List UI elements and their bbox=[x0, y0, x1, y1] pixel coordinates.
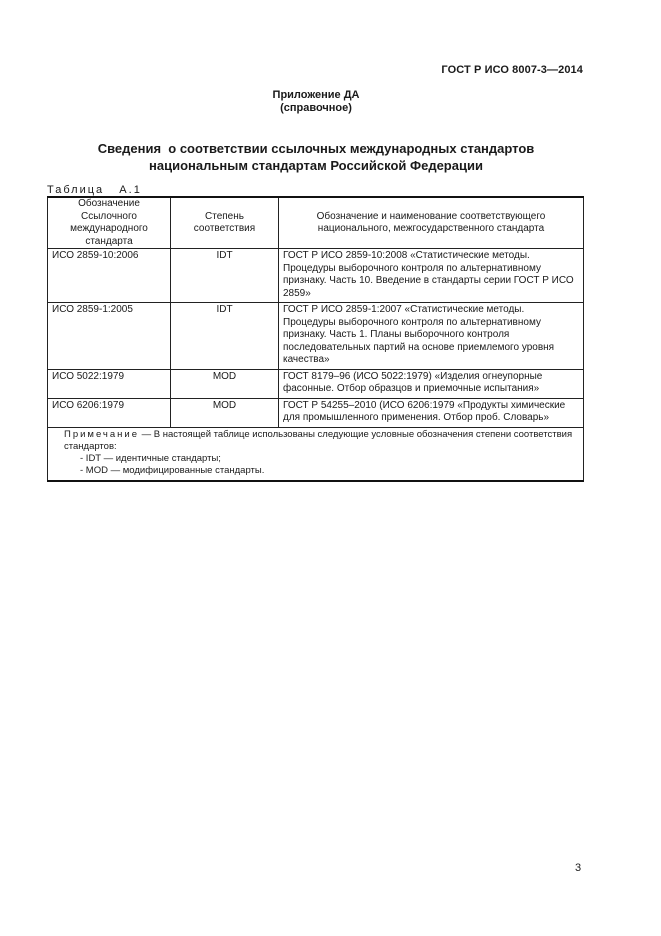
cell-national: ГОСТ Р ИСО 2859-1:2007 «Статистические методы. Процедуры выборочного контроля по альтернативному признаку. Часть 1. Планы выборочного контроля последовательных партий на основе приемлемого уровня качества» bbox=[279, 303, 584, 370]
cell-national: ГОСТ 8179–96 (ИСО 5022:1979) «Изделия огнеупорные фасонные. Отбор образцов и приемочные испытания» bbox=[279, 369, 584, 398]
cell-degree: IDT bbox=[171, 303, 279, 370]
appendix-heading bbox=[0, 89, 632, 115]
correspondence-table bbox=[47, 196, 584, 482]
document-code: ГОСТ Р ИСО 8007-3—2014 bbox=[441, 64, 583, 76]
note-label: Примечание bbox=[64, 428, 139, 440]
note-item-idt: - IDT — идентичные стандарты; bbox=[80, 452, 221, 464]
cell-degree: IDT bbox=[171, 249, 279, 303]
table-header-row bbox=[48, 197, 584, 249]
cell-intl: ИСО 2859-1:2005 bbox=[48, 303, 171, 370]
table-note-row bbox=[48, 427, 584, 481]
cell-degree: MOD bbox=[171, 369, 279, 398]
header-intl-standard: Обозначение Ссылочного международного стандарта bbox=[48, 197, 171, 249]
section-title-line-2: национальным стандартам Российской Федерации bbox=[149, 158, 483, 173]
table-row bbox=[48, 249, 584, 303]
cell-national: ГОСТ Р 54255–2010 (ИСО 6206:1979 «Продукты химические для промышленного применения. Отбор проб. Словарь» bbox=[279, 398, 584, 427]
page-number: 3 bbox=[575, 862, 582, 874]
appendix-title: Приложение ДА bbox=[272, 89, 360, 101]
cell-intl: ИСО 5022:1979 bbox=[48, 369, 171, 398]
cell-degree: MOD bbox=[171, 398, 279, 427]
table-row bbox=[48, 303, 584, 370]
section-title bbox=[0, 140, 632, 174]
table-row bbox=[48, 369, 584, 398]
cell-national: ГОСТ Р ИСО 2859-10:2008 «Статистические методы. Процедуры выборочного контроля по альтернативному признаку. Часть 10. Введение в стандарты серии ГОСТ Р ИСО 2859» bbox=[279, 249, 584, 303]
header-national-standard: Обозначение и наименование соответствующего национального, межгосударственного стандарта bbox=[279, 197, 584, 249]
table-row bbox=[48, 398, 584, 427]
table-note bbox=[48, 427, 584, 481]
table-caption: Таблица А.1 bbox=[47, 184, 142, 196]
note-text: — В настоящей таблице использованы следующие условные обозначения степени соответствия стандартов: bbox=[64, 428, 573, 452]
header-degree: Степень соответствия bbox=[171, 197, 279, 249]
cell-intl: ИСО 6206:1979 bbox=[48, 398, 171, 427]
cell-intl: ИСО 2859-10:2006 bbox=[48, 249, 171, 303]
note-item-mod: - MOD — модифицированные стандарты. bbox=[80, 464, 265, 476]
appendix-subtitle: (справочное) bbox=[280, 102, 352, 114]
section-title-line-1: Сведения о соответствии ссылочных международных стандартов bbox=[97, 141, 535, 156]
